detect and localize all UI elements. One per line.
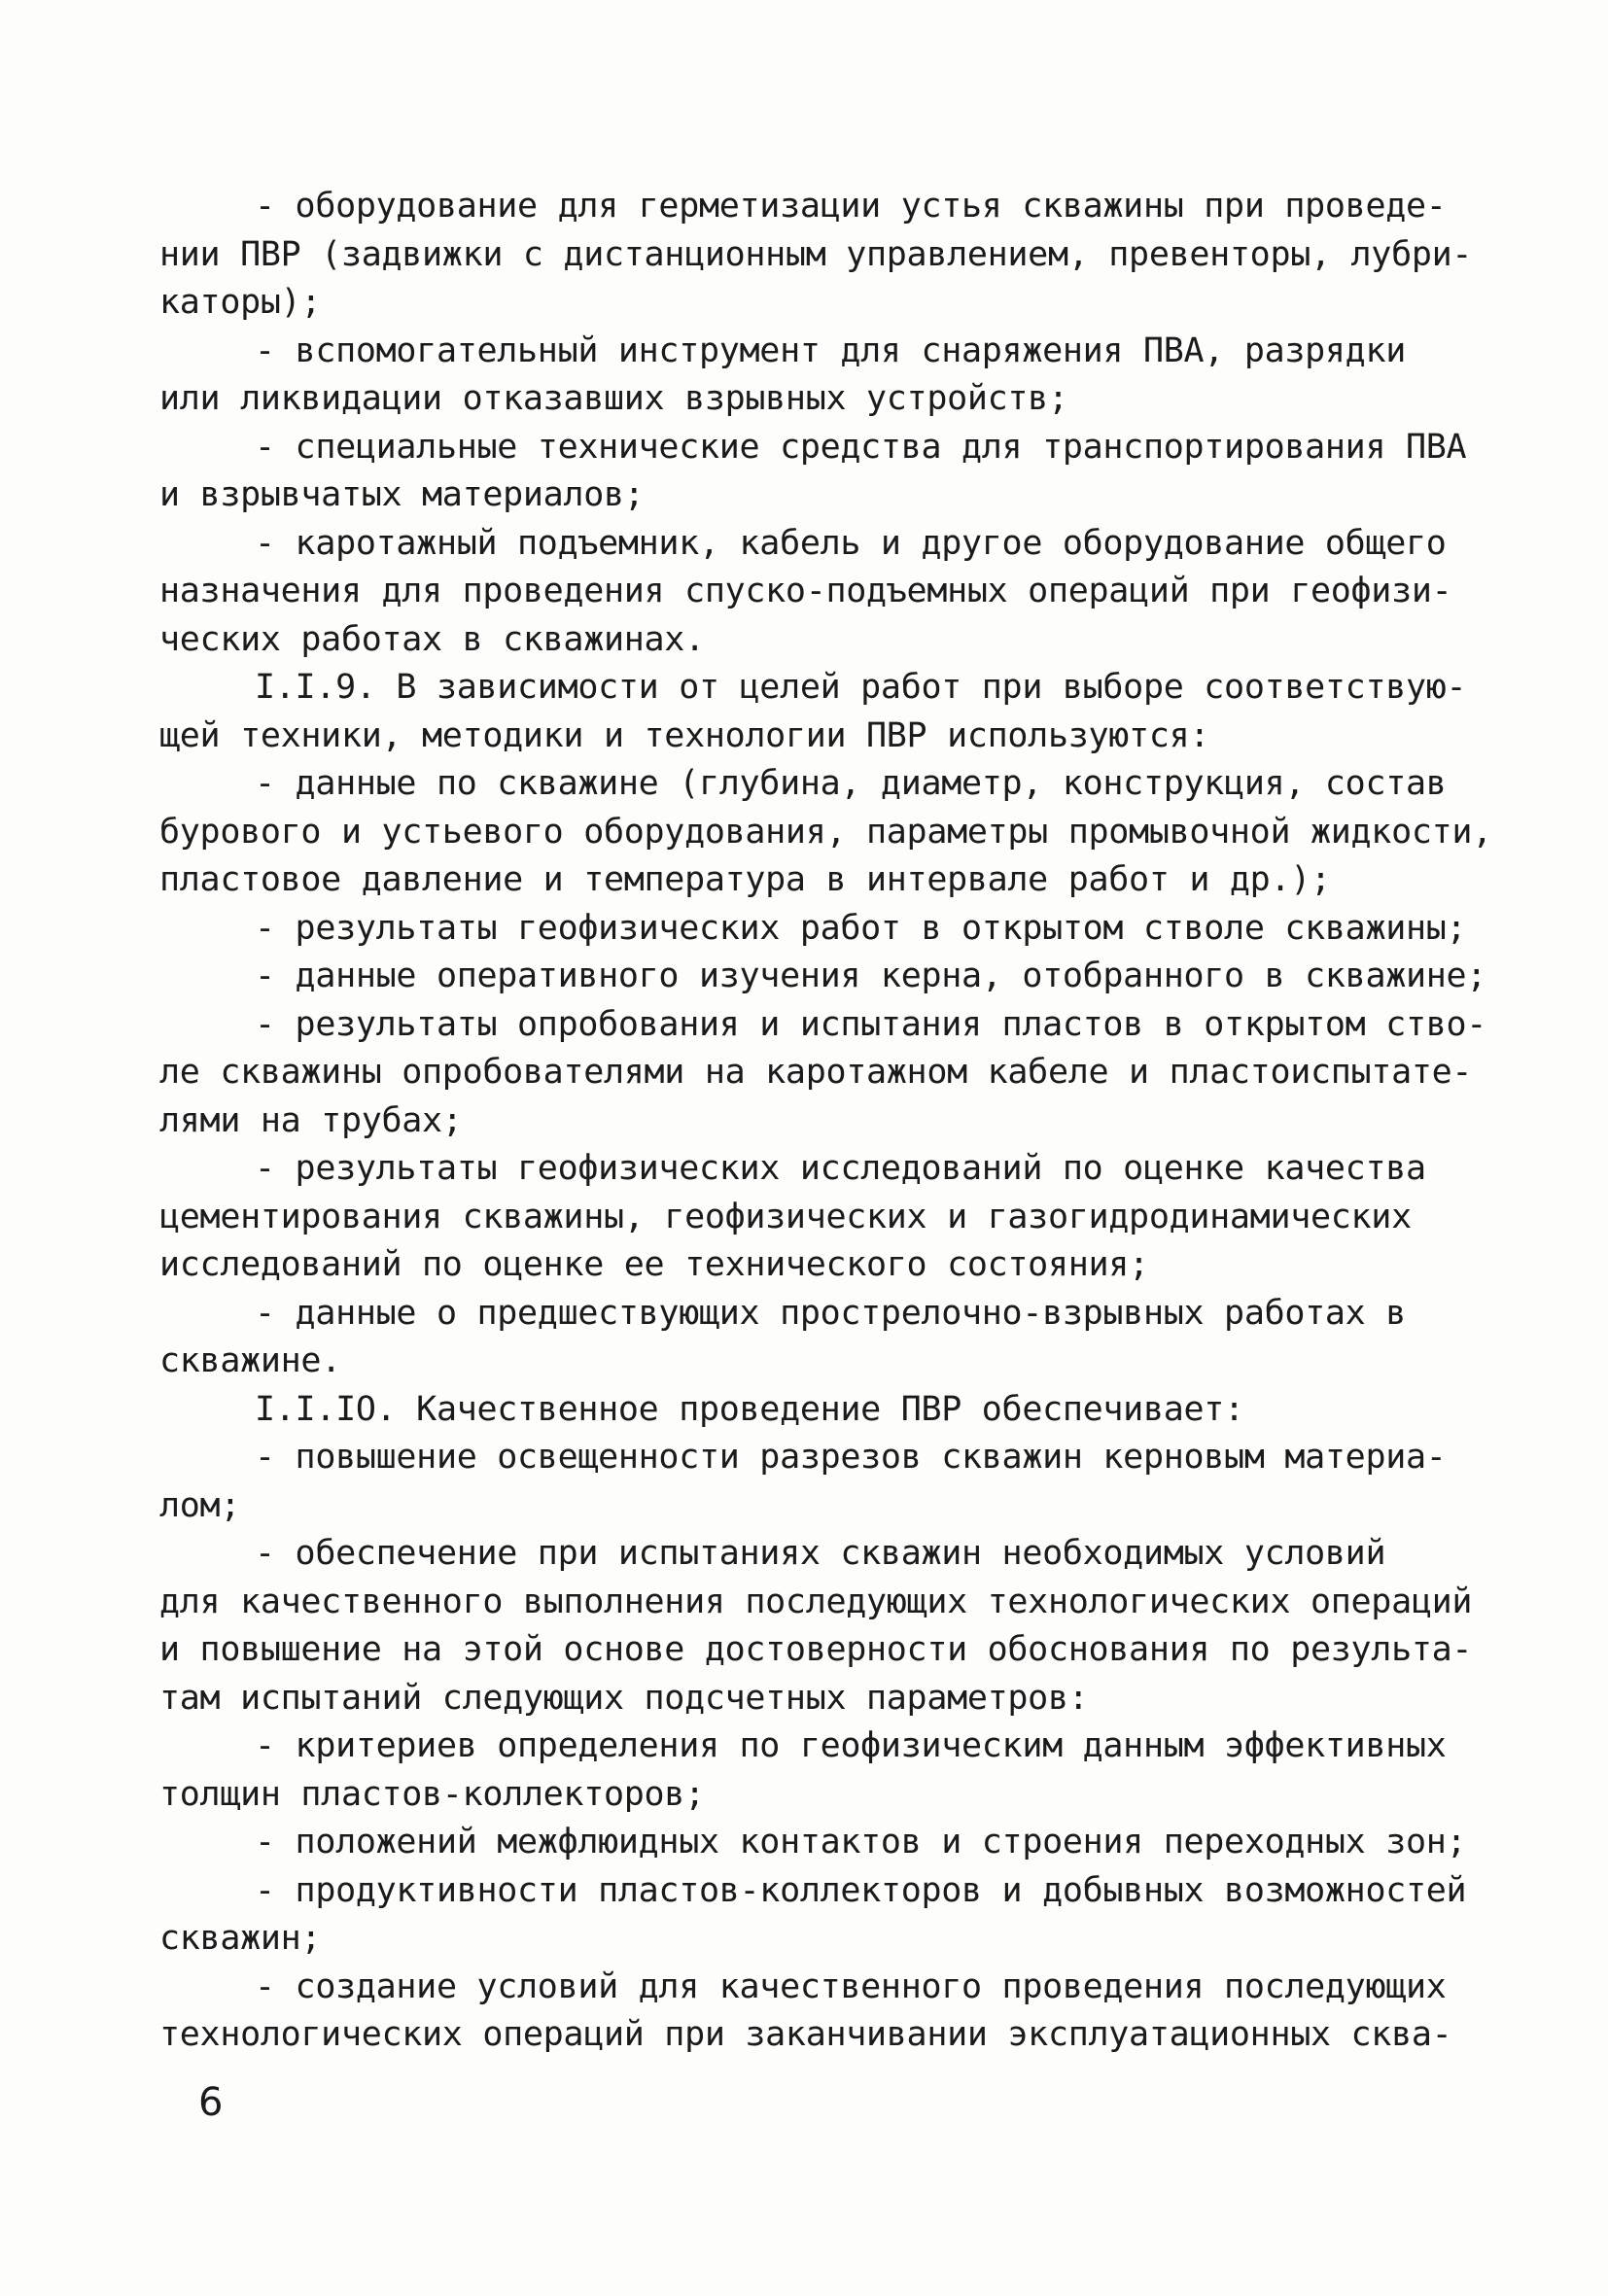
text-line: и повышение на этой основе достоверности обоснования по результа- [159, 1630, 1473, 1669]
text-line: I.I.9. В зависимости от целей работ при выборе соответствую- [255, 668, 1467, 707]
text-line: технологических операций при заканчивании эксплуатационных сква- [159, 2015, 1452, 2054]
text-line: щей техники, методики и технологии ПВР используются: [159, 715, 1210, 755]
text-line: бурового и устьевого оборудования, параметры промывочной жидкости, [159, 812, 1492, 852]
text-line: - результаты геофизических исследований по оценке качества [255, 1149, 1426, 1188]
text-line: - результаты опробования и испытания пластов в открытом ство- [255, 1004, 1487, 1044]
text-line: - критериев определения по геофизическим данным эффективных [255, 1726, 1447, 1765]
body-text [159, 183, 1492, 2060]
text-line: - данные по скважине (глубина, диаметр, конструкция, состав [255, 764, 1447, 803]
text-line: и взрывчатых материалов; [159, 475, 645, 514]
text-line: назначения для проведения спуско-подъемных операций при геофизи- [159, 572, 1452, 610]
text-line: цементирования скважины, геофизических и газогидродинамических [159, 1197, 1412, 1236]
text-line: ческих работах в скважинах. [159, 619, 705, 659]
text-line: скважине. [159, 1341, 341, 1380]
text-line: пластовое давление и температура в интервале работ и др.); [159, 860, 1331, 899]
text-line: - специальные технические средства для транспортирования ПВА [255, 427, 1467, 467]
text-line: для качественного выполнения последующих технологических операций [159, 1582, 1473, 1621]
text-line: - продуктивности пластов-коллекторов и добывных возможностей [255, 1870, 1467, 1910]
text-line: нии ПВР (задвижки с дистанционным управлением, превенторы, лубри- [159, 234, 1473, 274]
text-line: - повышение освещенности разрезов скважин керновым материа- [255, 1438, 1447, 1477]
text-line: I.I.IO. Качественное проведение ПВР обеспечивает: [255, 1389, 1244, 1429]
page-number: 6 [198, 2080, 224, 2125]
text-line: скважин; [159, 1919, 322, 1958]
text-line: толщин пластов-коллекторов; [159, 1774, 705, 1814]
text-line: - результаты геофизических работ в открытом стволе скважины; [255, 908, 1467, 948]
text-line: - данные оперативного изучения керна, отобранного в скважине; [255, 957, 1487, 995]
text-line: - обеспечение при испытаниях скважин необходимых условий [255, 1534, 1386, 1573]
text-line: - положений межфлюидных контактов и строения переходных зон; [255, 1823, 1467, 1861]
text-line: - создание условий для качественного проведения последующих [255, 1966, 1447, 2006]
text-line: - данные о предшествующих прострелочно-взрывных работах в [255, 1293, 1406, 1333]
text-line: лями на трубах; [159, 1100, 463, 1140]
text-line: там испытаний следующих подсчетных параметров: [159, 1678, 1089, 1718]
text-line: лом; [159, 1485, 241, 1525]
text-line: - вспомогательный инструмент для снаряжения ПВА, разрядки [255, 330, 1406, 370]
text-line: или ликвидации отказавших взрывных устройств; [159, 379, 1068, 418]
text-line: каторы); [159, 283, 322, 322]
text-line: ле скважины опробователями на каротажном кабеле и пластоиспытате- [159, 1053, 1473, 1092]
text-line: исследований по оценке ее технического состояния; [159, 1245, 1149, 1284]
text-line: - каротажный подъемник, кабель и другое оборудование общего [255, 523, 1447, 563]
text-line: - оборудование для герметизации устья скважины при проведе- [255, 187, 1447, 226]
